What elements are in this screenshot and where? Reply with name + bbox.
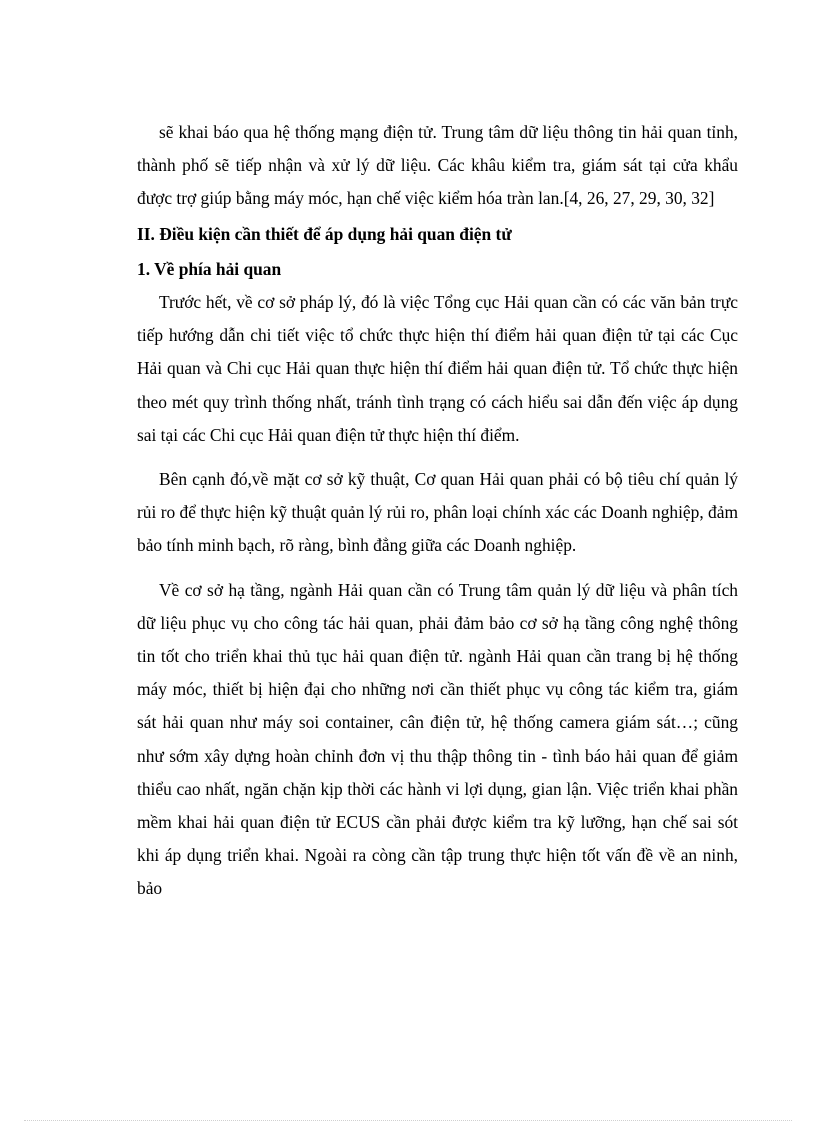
section-heading-conditions: II. Điều kiện cần thiết để áp dụng hải quan điện tử bbox=[137, 223, 512, 244]
paragraph-technical-basis: Bên cạnh đó,về mặt cơ sở kỹ thuật, Cơ quan Hải quan phải có bộ tiêu chí quản lý rủi ro để thực hiện kỹ thuật quản lý rủi ro, phân loại chính xác các Doanh nghiệp, đảm bảo tính minh bạch, rõ ràng, bình đẳng giữa các Doanh nghiệp. bbox=[137, 469, 738, 556]
page-bottom-divider bbox=[24, 1120, 792, 1121]
paragraph-legal-basis: Trước hết, về cơ sở pháp lý, đó là việc Tổng cục Hải quan cần có các văn bản trực tiếp hướng dẫn chi tiết việc tổ chức thực hiện thí điểm hải quan điện tử tại các Cục Hải quan và Chi cục Hải quan thực hiện thí điểm hải quan điện tử. Tổ chức thực hiện theo mét quy trình thống nhất, tránh tình trạng có cách hiểu sai dẫn đến việc áp dụng sai tại các Chi cục Hải quan điện tử thực hiện thí điểm. bbox=[137, 292, 738, 445]
subsection-heading-customs: 1. Về phía hải quan bbox=[137, 258, 282, 279]
document-body bbox=[137, 116, 738, 906]
paragraph-intro-continuation: sẽ khai báo qua hệ thống mạng điện tử. Trung tâm dữ liệu thông tin hải quan tỉnh, thành phố sẽ tiếp nhận và xử lý dữ liệu. Các khâu kiểm tra, giám sát tại cửa khẩu được trợ giúp bằng máy móc, hạn chế việc kiểm hóa tràn lan.[4, 26, 27, 29, 30, 32] bbox=[137, 122, 738, 209]
paragraph-infrastructure: Về cơ sở hạ tầng, ngành Hải quan cần có Trung tâm quản lý dữ liệu và phân tích dữ liệu phục vụ cho công tác hải quan, phải đảm bảo cơ sở hạ tầng công nghệ thông tin tốt cho triển khai thủ tục hải quan điện tử. ngành Hải quan cần trang bị hệ thống máy móc, thiết bị hiện đại cho những nơi cần thiết phục vụ công tác kiểm tra, giám sát hải quan như máy soi container, cân điện tử, hệ thống camera giám sát…; cũng như sớm xây dựng hoàn chỉnh đơn vị thu thập thông tin - tình báo hải quan để giảm thiểu cao nhất, ngăn chặn kịp thời các hành vi lợi dụng, gian lận. Việc triển khai phần mềm khai hải quan điện tử ECUS cần phải được kiểm tra kỹ lưỡng, hạn chế sai sót khi áp dụng triển khai. Ngoài ra còng cần tập trung thực hiện tốt vấn đề về an ninh, bảo bbox=[137, 579, 738, 899]
